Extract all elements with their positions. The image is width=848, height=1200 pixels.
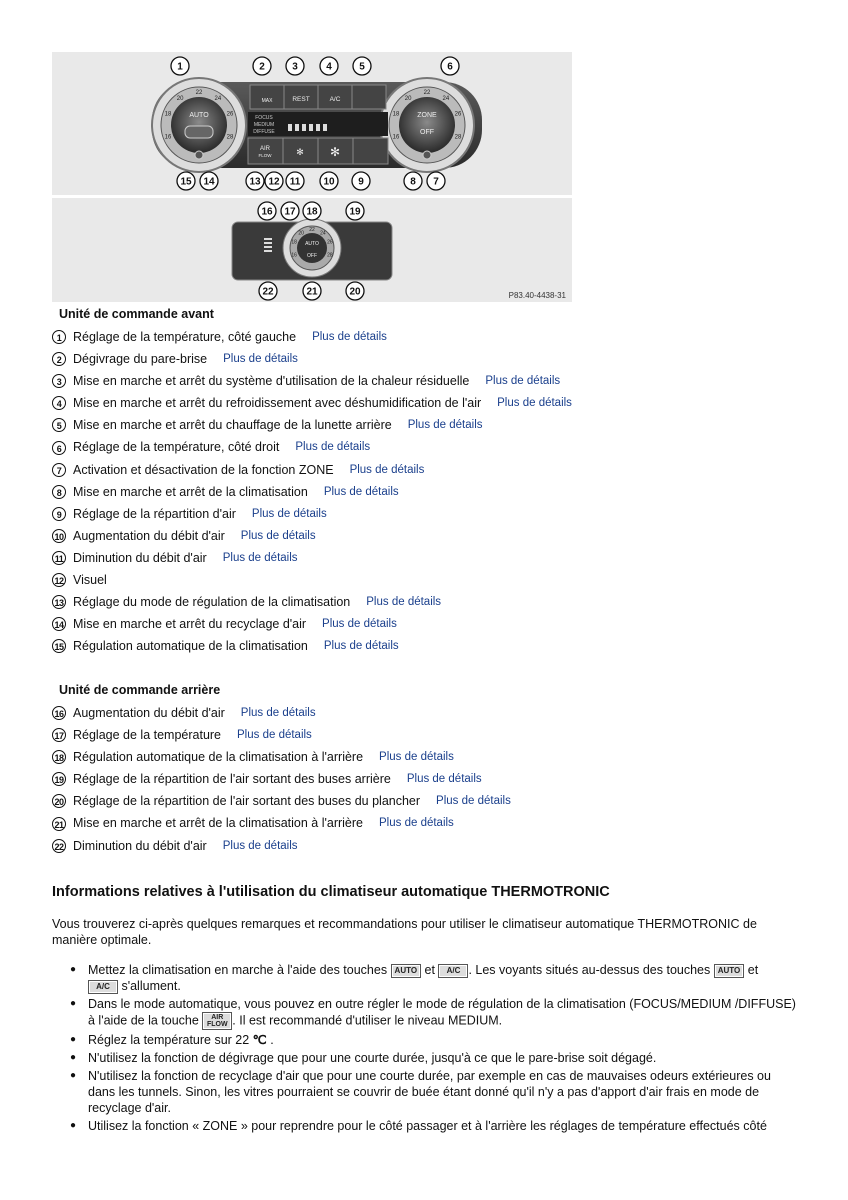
callout-number: 18: [52, 750, 66, 764]
item-text: Réglage de la répartition de l'air sortant des buses arrière: [73, 772, 391, 787]
more-details-link[interactable]: Plus de détails: [323, 640, 399, 653]
list-item: [52, 348, 572, 370]
more-details-link[interactable]: Plus de détails: [222, 839, 298, 852]
callout-number: 9: [52, 507, 66, 521]
list-item: [52, 414, 572, 436]
item-text: Activation et désactivation de la fonction ZONE: [73, 462, 334, 477]
list-item: [52, 591, 572, 613]
more-details-link[interactable]: Plus de détails: [222, 551, 298, 564]
callout-number: 2: [52, 352, 66, 366]
list-item: [52, 702, 511, 724]
list-item: [52, 746, 511, 768]
svg-text:DIFFUSE: DIFFUSE: [253, 129, 275, 135]
rest-label: REST: [292, 96, 310, 103]
front-unit-title: Unité de commande avant: [59, 307, 214, 321]
list-item: [52, 812, 511, 834]
more-details-link[interactable]: Plus de détails: [240, 707, 316, 719]
info-intro: Vous trouverez ci-après quelques remarques et recommandations pour utiliser le climatiseur automatique THERMOTRONIC de manière optimale.: [52, 917, 757, 947]
list-item: [52, 835, 511, 857]
dial-tick-label: 26: [226, 111, 234, 118]
dial-tick-label: 22: [309, 227, 315, 233]
dial-tick-label: 20: [176, 96, 184, 102]
fan-small-icon: ✻: [296, 147, 304, 157]
callout-number: 4: [326, 61, 332, 73]
bullet-item: ● Dans le mode automatique, vous pouvez en outre régler le mode de régulation de la climatisation (FOCUS/MEDIUM /DIFFUSE) à l'aide de la touche AIR FLOW . Il est recommandé d'utiliser le niveau MEDIUM.: [70, 996, 800, 1030]
callout-number: 4: [52, 396, 66, 410]
callout-number: 3: [292, 61, 298, 73]
item-text: Mise en marche et arrêt de la climatisation: [73, 484, 308, 499]
bullet-item: ● Utilisez la fonction « ZONE » pour reprendre pour le côté passager et à l'arrière les réglages de température effectués côté: [70, 1118, 800, 1134]
callout-number: 16: [261, 206, 273, 218]
auto-key-icon: AUTO: [391, 964, 422, 978]
item-text: Réglage de la température: [73, 728, 222, 743]
display: [248, 112, 388, 136]
item-text: Régulation automatique de la climatisation: [73, 639, 308, 654]
dial-tick-label: 20: [404, 96, 412, 102]
callout-number: 10: [323, 176, 335, 188]
callout-number: 7: [52, 463, 66, 477]
figure-reference-code: P83.40-4438-31: [508, 291, 566, 300]
dial-tick-label: 24: [214, 96, 222, 102]
celsius-unit: ℃: [252, 1033, 267, 1047]
off-label: OFF: [420, 129, 434, 136]
more-details-link[interactable]: Plus de détails: [366, 596, 442, 609]
item-text: Dégivrage du pare-brise: [73, 352, 208, 367]
dial-tick-label: 20: [298, 230, 304, 237]
auto-label: AUTO: [189, 112, 209, 119]
svg-text:MEDIUM: MEDIUM: [253, 122, 275, 128]
dial-tick-label: 28: [226, 134, 234, 141]
list-item: [52, 569, 572, 591]
item-text: Mise en marche et arrêt du système d'utilisation de la chaleur résiduelle: [73, 374, 470, 389]
list-item: [52, 326, 572, 348]
rear-window-heating-button[interactable]: [352, 85, 386, 109]
ac-key-icon: A/C: [88, 980, 118, 994]
dial-tick-label: 16: [392, 134, 400, 141]
list-item: [52, 724, 511, 746]
defrost-button[interactable]: [250, 85, 284, 109]
list-item: [52, 481, 572, 503]
item-text: Mise en marche et arrêt de la climatisation à l'arrière: [73, 816, 364, 831]
item-text: Régulation automatique de la climatisation à l'arrière: [73, 750, 364, 765]
bullet-item: ● N'utilisez la fonction de recyclage d'air que pour une courte durée, par exemple en cas de mauvaises odeurs extérieures ou dans les tunnels. Sinon, les vitres pourraient se couvrir de buée étant donné qu'il n'y a pas d'apport d'air frais en mode de recyclage d'air.: [70, 1068, 800, 1116]
dial-tick-label: 26: [327, 239, 333, 246]
more-details-link[interactable]: Plus de détails: [485, 375, 561, 388]
more-details-link[interactable]: Plus de détails: [406, 773, 482, 786]
rear-auto-label: AUTO: [305, 241, 319, 247]
callout-number: 12: [268, 176, 280, 188]
callout-number: 11: [52, 551, 66, 565]
callout-number: 1: [52, 330, 66, 344]
more-details-link[interactable]: Plus de détails: [295, 441, 371, 454]
zone-label: ZONE: [417, 112, 437, 119]
callout-number: 17: [284, 206, 296, 218]
callout-number: 19: [349, 206, 361, 218]
callout-number: 3: [52, 374, 66, 388]
list-item: [52, 459, 572, 481]
callout-number: 22: [52, 839, 66, 853]
bullet-item: ● N'utilisez la fonction de dégivrage que pour une courte durée, jusqu'à ce que le pare-brise soit dégagé.: [70, 1050, 800, 1066]
more-details-link[interactable]: Plus de détails: [312, 331, 387, 343]
rear-control-unit-figure: [52, 198, 572, 302]
callout-number: 5: [359, 61, 365, 73]
more-details-link[interactable]: Plus de détails: [407, 419, 483, 432]
right-temperature-dial[interactable]: [380, 78, 474, 172]
list-item: [52, 503, 572, 525]
callout-number: 1: [177, 61, 183, 73]
callout-number: 11: [289, 176, 301, 188]
dial-tick-label: 22: [195, 90, 203, 96]
more-details-link[interactable]: Plus de détails: [323, 485, 399, 498]
ac-key-icon: A/C: [438, 964, 468, 978]
ac-label: A/C: [329, 96, 341, 103]
callout-number: 15: [52, 639, 66, 653]
item-text: Diminution du débit d'air: [73, 550, 207, 565]
item-text: Diminution du débit d'air: [73, 838, 207, 853]
rear-off-label: OFF: [307, 253, 317, 259]
more-details-link[interactable]: Plus de détails: [223, 353, 298, 366]
item-text: Réglage du mode de régulation de la climatisation: [73, 595, 351, 610]
list-item: [52, 436, 572, 458]
list-item: [52, 790, 511, 812]
callout-number: 13: [52, 595, 66, 609]
callout-number: 8: [52, 485, 66, 499]
callout-number: 15: [180, 176, 192, 188]
dial-tick-label: 28: [327, 252, 333, 259]
callout-number: 9: [358, 176, 364, 188]
dial-tick-label: 18: [291, 239, 297, 246]
list-item: [52, 392, 572, 414]
dial-tick-label: 28: [454, 134, 462, 141]
item-text: Réglage de la répartition de l'air sortant des buses du plancher: [73, 794, 421, 809]
svg-text:FOCUS: FOCUS: [255, 115, 273, 121]
bullet-item: ● Mettez la climatisation en marche à l'aide des touches AUTO et A/C . Les voyants situés au-dessus des touches AUTO et A/C s'allument.: [70, 962, 800, 994]
rear-temperature-dial[interactable]: [283, 219, 341, 277]
front-control-unit-figure: [52, 52, 572, 195]
item-text: Augmentation du débit d'air: [73, 528, 225, 543]
rear-unit-list: [52, 702, 511, 857]
callout-number: 7: [433, 176, 439, 188]
info-bullets: [70, 962, 800, 1136]
max-label: MAX: [261, 98, 273, 104]
list-item: [52, 370, 572, 392]
list-item: [52, 547, 572, 569]
dial-tick-label: 24: [320, 230, 326, 237]
callout-number: 14: [52, 617, 66, 631]
dial-tick-label: 18: [392, 111, 400, 118]
callout-number: 6: [52, 441, 66, 455]
dial-tick-label: 22: [423, 90, 431, 96]
callout-number: 14: [203, 176, 215, 188]
flow-label: FLOW: [258, 153, 272, 158]
item-text: Réglage de la répartition d'air: [73, 506, 236, 521]
list-item: [52, 768, 511, 790]
callout-number: 18: [306, 206, 318, 218]
air-label: AIR: [259, 146, 271, 152]
list-item: [52, 525, 572, 547]
auto-key-icon: AUTO: [714, 964, 745, 978]
callout-number: 13: [249, 176, 261, 188]
front-unit-list: [52, 326, 572, 657]
dial-tick-label: 18: [164, 111, 172, 118]
dial-tick-label: 24: [442, 96, 450, 102]
more-details-link[interactable]: Plus de détails: [237, 729, 312, 742]
more-details-link[interactable]: Plus de détails: [240, 529, 316, 542]
rear-unit-title: Unité de commande arrière: [59, 683, 221, 697]
fan-large-icon: ✻: [329, 145, 341, 159]
callout-number: 12: [52, 573, 66, 587]
dial-tick-label: 16: [291, 252, 297, 259]
callout-number: 21: [306, 286, 318, 298]
callout-number: 19: [52, 772, 66, 786]
bullet-item: ● Réglez la température sur 22 ℃ .: [70, 1032, 800, 1048]
more-details-link[interactable]: Plus de détails: [436, 795, 511, 808]
callout-number: 6: [447, 61, 453, 73]
left-temperature-dial[interactable]: [152, 78, 246, 172]
air-distribution-button[interactable]: [353, 138, 388, 164]
dial-tick-label: 16: [164, 134, 172, 141]
callout-number: 20: [349, 286, 361, 298]
info-heading: Informations relatives à l'utilisation du climatiseur automatique THERMOTRONIC: [52, 884, 610, 900]
dial-tick-label: 26: [454, 111, 462, 118]
callout-number: 16: [52, 706, 66, 720]
callout-number: 8: [410, 176, 416, 188]
callout-number: 17: [52, 728, 66, 742]
more-details-link[interactable]: Plus de détails: [379, 751, 454, 764]
callout-number: 21: [52, 817, 66, 831]
callout-number: 10: [52, 529, 66, 543]
item-text: Augmentation du débit d'air: [73, 706, 225, 720]
item-text: Visuel: [73, 573, 107, 588]
air-flow-key-icon: AIR FLOW: [202, 1012, 232, 1030]
more-details-link[interactable]: Plus de détails: [349, 463, 425, 476]
item-text: Réglage de la température, côté droit: [73, 440, 280, 455]
more-details-link[interactable]: Plus de détails: [251, 507, 327, 520]
callout-number: 20: [52, 794, 66, 808]
item-text: Mise en marche et arrêt du recyclage d'air: [73, 617, 307, 632]
list-item: [52, 613, 572, 635]
callout-number: 5: [52, 418, 66, 432]
callout-number: 2: [259, 61, 265, 73]
more-details-link[interactable]: Plus de détails: [379, 817, 454, 830]
more-details-link[interactable]: Plus de détails: [322, 618, 397, 631]
more-details-link[interactable]: Plus de détails: [497, 397, 572, 410]
callout-number: 22: [262, 286, 274, 298]
list-item: [52, 635, 572, 657]
recirculation-button[interactable]: [185, 126, 213, 138]
item-text: Mise en marche et arrêt du chauffage de la lunette arrière: [73, 418, 392, 433]
item-text: Réglage de la température, côté gauche: [73, 330, 297, 344]
item-text: Mise en marche et arrêt du refroidissement avec déshumidification de l'air: [73, 396, 482, 411]
